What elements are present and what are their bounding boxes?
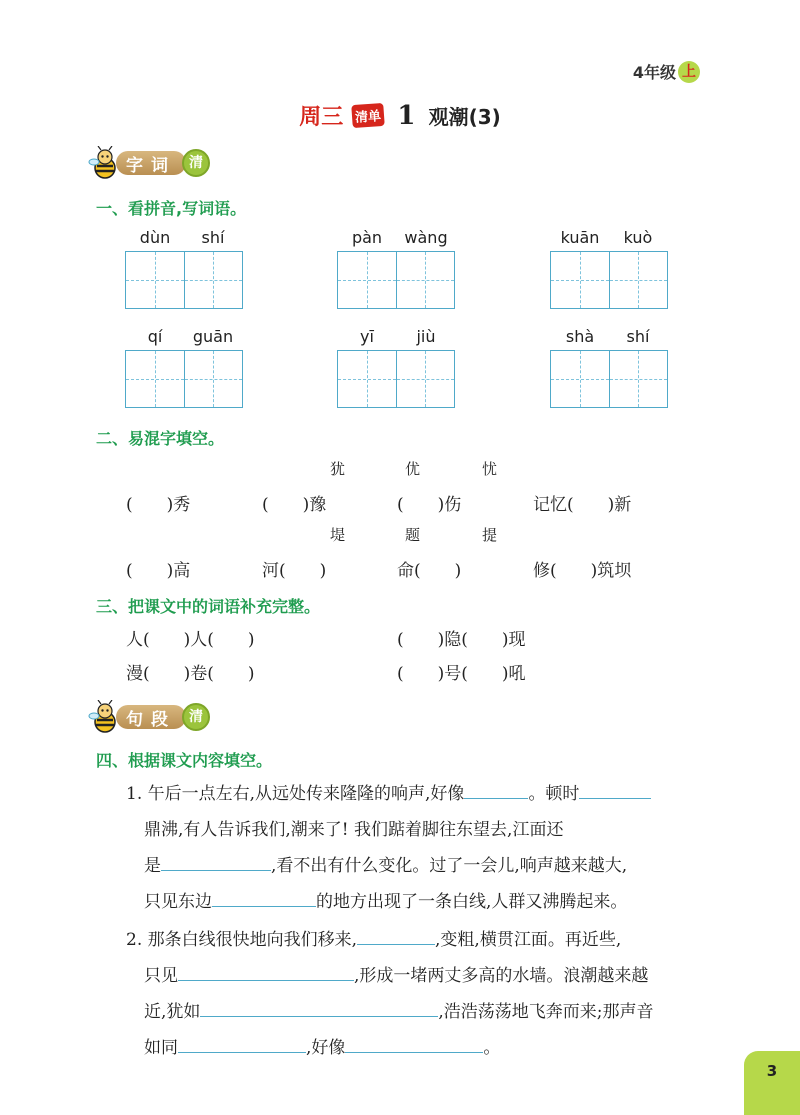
grade-text: 4年级 <box>632 63 676 82</box>
pinyin-2a: pàn <box>351 228 383 247</box>
passage-2-text: ,浩浩荡荡地飞奔而来;那声音 <box>438 1002 654 1022</box>
passage-1 <box>126 776 716 920</box>
title-stamp: 清单 <box>352 103 386 128</box>
section-1-heading: 一、看拼音,写词语。 <box>96 199 247 218</box>
writing-grid-2[interactable] <box>337 251 455 309</box>
pinyin-2b: wàng <box>404 228 448 247</box>
pinyin-1b: shí <box>201 228 225 247</box>
pinyin-6b: shí <box>626 327 650 346</box>
passage-1-text: 的地方出现了一条白线,人群又沸腾起来。 <box>316 892 628 912</box>
confusable-char-4: 堤 <box>330 526 346 544</box>
answer-blank[interactable] <box>178 1035 306 1053</box>
fill-item-1[interactable]: ( )秀 <box>126 495 191 515</box>
pinyin-4a: qí <box>147 327 163 346</box>
passage-2 <box>126 922 716 1066</box>
title-lesson: 观潮(3) <box>428 105 501 129</box>
title-number: 1 <box>397 100 416 131</box>
answer-blank[interactable] <box>161 853 271 871</box>
fill-item-6[interactable]: 河( ) <box>262 561 327 581</box>
writing-grid-6[interactable] <box>550 350 668 408</box>
grade-badge: 上 <box>678 61 700 83</box>
banner-sentences <box>88 700 210 734</box>
fill-item-2[interactable]: ( )豫 <box>262 495 327 515</box>
writing-grid-5[interactable] <box>337 350 455 408</box>
passage-1-text: 鼎沸,有人告诉我们,潮来了! 我们踮着脚往东望去,江面还 <box>144 820 564 840</box>
answer-blank[interactable] <box>178 963 354 981</box>
answer-blank[interactable] <box>579 781 651 799</box>
confusable-char-6: 提 <box>482 526 498 544</box>
fill-item-8[interactable]: 修( )筑坝 <box>533 561 632 581</box>
banner-qing-badge: 清 <box>182 703 210 731</box>
pinyin-1a: dùn <box>139 228 171 247</box>
passage-1-text: ,看不出有什么变化。过了一会儿,响声越来越大, <box>271 856 628 876</box>
banner-label: 句段 <box>116 705 186 729</box>
section-3-heading: 三、把课文中的词语补充完整。 <box>96 597 321 616</box>
bee-icon <box>88 146 122 180</box>
pinyin-4b: guān <box>192 327 234 346</box>
page-number: 3 <box>744 1051 800 1115</box>
writing-grid-4[interactable] <box>125 350 243 408</box>
confusable-char-3: 忧 <box>482 460 498 478</box>
passage-1-text: 只见东边 <box>144 892 212 912</box>
pinyin-5b: jiù <box>416 327 436 346</box>
passage-2-text: 2. 那条白线很快地向我们移来, <box>126 930 358 950</box>
passage-2-text: 。 <box>483 1038 501 1058</box>
pinyin-5a: yī <box>360 327 374 346</box>
fill-item-4[interactable]: 记忆( )新 <box>533 495 632 515</box>
confusable-char-1: 犹 <box>330 460 346 478</box>
idiom-item-1[interactable]: 人( )人( ) <box>126 630 255 650</box>
idiom-item-2[interactable]: ( )隐( )现 <box>397 630 526 650</box>
pinyin-3b: kuò <box>623 228 653 247</box>
banner-words <box>88 146 210 180</box>
answer-blank[interactable] <box>345 1035 483 1053</box>
section-4-heading: 四、根据课文内容填空。 <box>96 751 273 770</box>
banner-label: 字词 <box>116 151 186 175</box>
passage-1-text: 是 <box>144 856 161 876</box>
answer-blank[interactable] <box>357 927 435 945</box>
page-title <box>0 100 800 131</box>
fill-item-5[interactable]: ( )高 <box>126 561 191 581</box>
passage-1-text: 1. 午后一点左右,从远处传来隆隆的响声,好像 <box>126 784 465 804</box>
section-2-heading: 二、易混字填空。 <box>96 429 225 448</box>
passage-2-text: ,好像 <box>306 1038 346 1058</box>
passage-2-text: 只见 <box>144 966 178 986</box>
writing-grid-3[interactable] <box>550 251 668 309</box>
grade-label <box>633 60 700 83</box>
writing-grid-1[interactable] <box>125 251 243 309</box>
confusable-char-2: 优 <box>405 460 421 478</box>
fill-item-7[interactable]: 命( ) <box>397 561 462 581</box>
passage-2-text: 近,犹如 <box>144 1002 201 1022</box>
passage-2-text: 如同 <box>144 1038 178 1058</box>
answer-blank[interactable] <box>464 781 528 799</box>
passage-2-text: ,形成一堵两丈多高的水墙。浪潮越来越 <box>354 966 649 986</box>
bee-icon <box>88 700 122 734</box>
passage-2-text: ,变粗,横贯江面。再近些, <box>435 930 622 950</box>
banner-qing-badge: 清 <box>182 149 210 177</box>
title-weekday: 周三 <box>299 105 344 130</box>
confusable-char-5: 题 <box>405 526 421 544</box>
passage-1-text: 。顿时 <box>528 784 580 804</box>
pinyin-3a: kuān <box>560 228 600 247</box>
fill-item-3[interactable]: ( )伤 <box>397 495 462 515</box>
answer-blank[interactable] <box>200 999 438 1017</box>
idiom-item-4[interactable]: ( )号( )吼 <box>397 664 526 684</box>
idiom-item-3[interactable]: 漫( )卷( ) <box>126 664 255 684</box>
pinyin-6a: shà <box>565 327 595 346</box>
answer-blank[interactable] <box>212 889 316 907</box>
